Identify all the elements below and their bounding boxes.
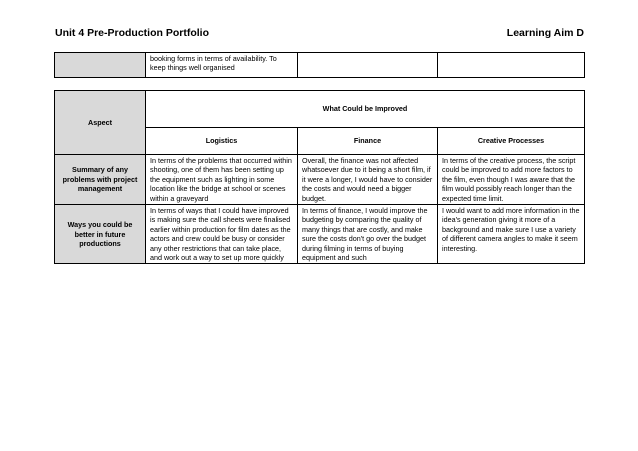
learning-aim: Learning Aim D [506, 27, 584, 39]
page-title: Unit 4 Pre-Production Portfolio [55, 27, 209, 39]
table-row [55, 205, 585, 264]
aspect-cell [55, 53, 146, 78]
column-header-creative: Creative Processes [438, 128, 585, 155]
table-header-row [55, 91, 585, 128]
table-cell: In terms of the creative process, the script could be improved to add more factors to the film, even though I was aware that the film would possibly reach longer than the expected time limit. [438, 155, 585, 205]
continuation-table [54, 52, 585, 78]
table-cell: Overall, the finance was not affected whatsoever due to it being a short film, if it were a longer, I would have to consider the costs and would need a bigger budget. [298, 155, 438, 205]
row-header: Summary of any problems with project management [55, 155, 146, 205]
aspect-header: Aspect [55, 91, 146, 155]
column-header-logistics: Logistics [146, 128, 298, 155]
finance-cell [298, 53, 438, 78]
improvement-table [54, 90, 585, 264]
table-row [55, 53, 585, 78]
table-cell: I would want to add more information in the idea's generation giving it more of a background and make sure I use a variety of different camera angles to make it seem interesting. [438, 205, 585, 264]
creative-cell [438, 53, 585, 78]
table-cell: In terms of ways that I could have improved is making sure the call sheets were finalised earlier within production for film dates as the actors and crew could be busy or consider any other restrictions that can take place, and work out a way to set up more quickly [146, 205, 298, 264]
table-row [55, 155, 585, 205]
column-header-finance: Finance [298, 128, 438, 155]
logistics-cell: booking forms in terms of availability. To keep things well organised [146, 53, 298, 78]
row-header: Ways you could be better in future productions [55, 205, 146, 264]
table-cell: In terms of the problems that occurred within shooting, one of them has been setting up the equipment such as lighting in some location like the bridge at school or scenes within a graveyard [146, 155, 298, 205]
table-cell: In terms of finance, I would improve the budgeting by comparing the quality of many things that are costly, and make sure the costs don't go over the budget during filming in terms of buying equipment and such [298, 205, 438, 264]
group-header: What Could be Improved [146, 91, 585, 128]
